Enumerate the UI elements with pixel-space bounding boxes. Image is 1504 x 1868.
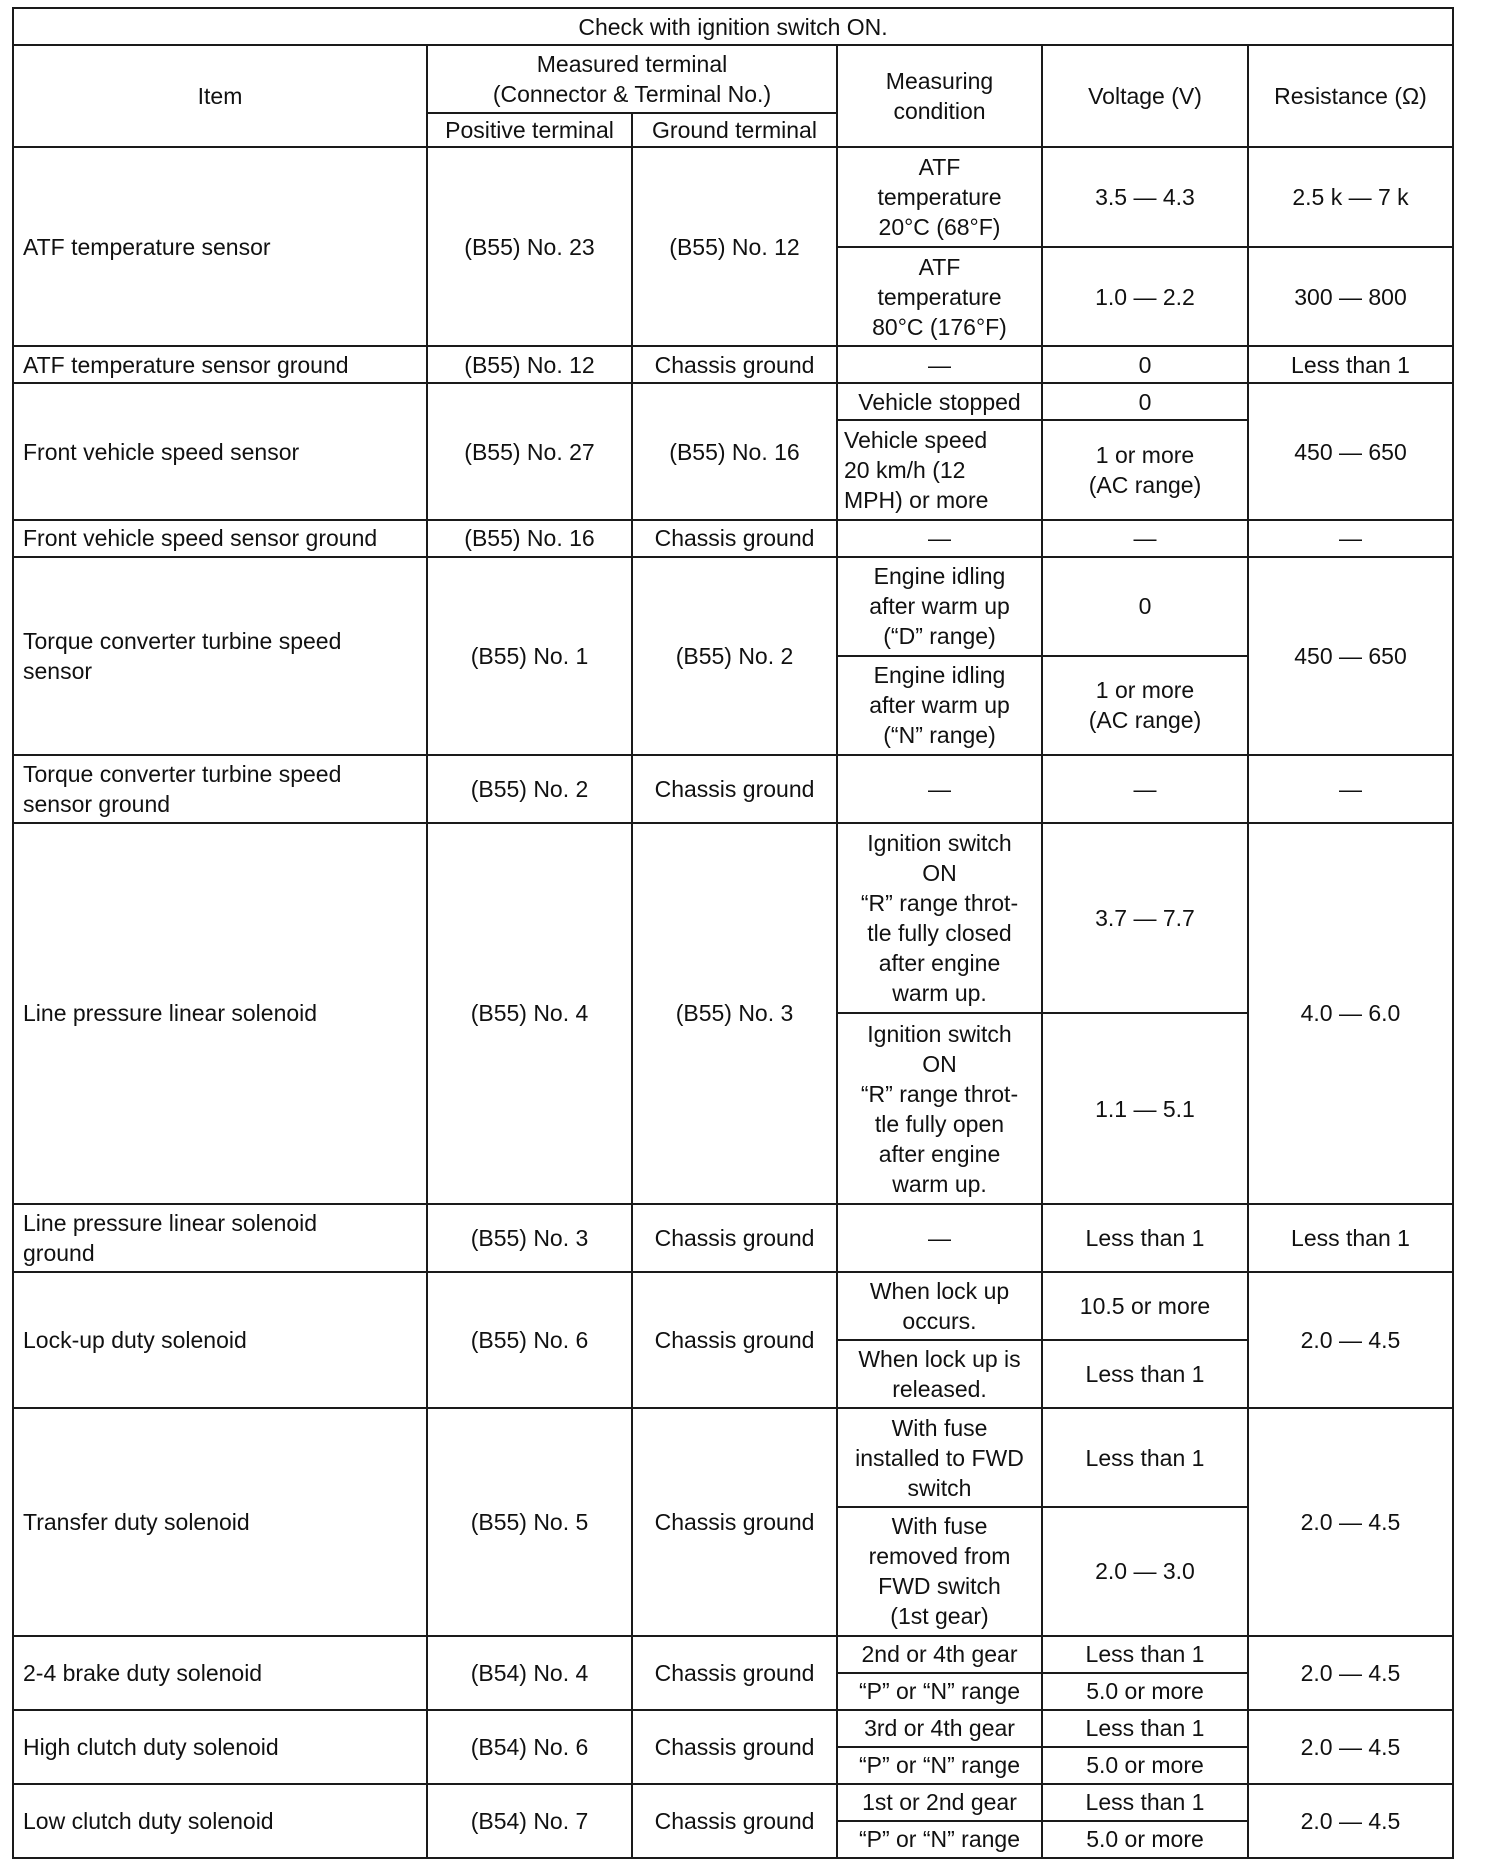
header-measured-terminal xyxy=(427,45,837,113)
voltage-cell xyxy=(1042,1507,1248,1635)
voltage-cell xyxy=(1042,1340,1248,1408)
voltage-line: 1 or more xyxy=(1095,442,1195,469)
resistance-cell: 2.0 — 4.5 xyxy=(1248,1784,1453,1858)
condition-line: temperature xyxy=(877,283,1002,310)
condition-cell xyxy=(837,1013,1042,1203)
resistance-cell: Less than 1 xyxy=(1248,1204,1453,1272)
positive-terminal-cell: (B55) No. 27 xyxy=(427,383,632,519)
condition-cell xyxy=(837,1636,1042,1673)
header-measured-terminal-line: Measured terminal xyxy=(536,51,728,77)
condition-line: “R” range throt- xyxy=(860,1080,1019,1107)
header-ground-terminal: Ground terminal xyxy=(632,113,837,147)
positive-terminal-cell: (B55) No. 5 xyxy=(427,1408,632,1635)
voltage-line: 5.0 or more xyxy=(1086,1826,1204,1853)
ground-terminal-cell: (B55) No. 3 xyxy=(632,823,837,1204)
positive-terminal-cell: (B55) No. 6 xyxy=(427,1272,632,1408)
condition-line: ON xyxy=(922,1050,957,1077)
condition-line: FWD switch xyxy=(878,1573,1001,1600)
item-cell xyxy=(13,1204,427,1272)
voltage-line: (AC range) xyxy=(1088,472,1202,499)
condition-cell xyxy=(837,383,1042,420)
condition-line: “P” or “N” range xyxy=(858,1826,1021,1853)
voltage-line: (AC range) xyxy=(1088,707,1202,734)
resistance-cell: 300 — 800 xyxy=(1248,247,1453,346)
condition-line: Engine idling xyxy=(873,662,1006,689)
condition-line: 20°C (68°F) xyxy=(878,214,1001,241)
condition-line: When lock up is xyxy=(858,1346,1021,1373)
voltage-line: Less than 1 xyxy=(1085,1361,1205,1388)
condition-line: warm up. xyxy=(892,980,987,1007)
positive-terminal-cell: (B55) No. 3 xyxy=(427,1204,632,1272)
header-item: Item xyxy=(13,45,427,147)
header-positive-terminal: Positive terminal xyxy=(427,113,632,147)
condition-line: (“D” range) xyxy=(883,623,996,650)
item-label: Torque converter turbine speed xyxy=(23,627,342,654)
ground-terminal-cell: Chassis ground xyxy=(632,1204,837,1272)
condition-line: — xyxy=(928,351,951,378)
positive-terminal-cell: (B54) No. 7 xyxy=(427,1784,632,1858)
resistance-cell: — xyxy=(1248,520,1453,557)
condition-line: temperature xyxy=(877,184,1002,211)
ground-terminal-cell: (B55) No. 12 xyxy=(632,147,837,346)
item-cell xyxy=(13,755,427,823)
ground-terminal-cell: Chassis ground xyxy=(632,1710,837,1784)
item-label: Line pressure linear solenoid xyxy=(23,1209,318,1236)
header-measuring-condition-line: condition xyxy=(893,98,986,124)
condition-cell xyxy=(837,420,1042,519)
condition-line: 2nd or 4th gear xyxy=(861,1641,1018,1668)
item-cell xyxy=(13,1784,427,1858)
condition-cell xyxy=(837,346,1042,383)
condition-line: occurs. xyxy=(902,1307,977,1334)
condition-line: tle fully closed xyxy=(867,920,1012,947)
condition-cell xyxy=(837,1408,1042,1507)
resistance-cell: 2.5 k — 7 k xyxy=(1248,147,1453,247)
voltage-cell xyxy=(1042,1204,1248,1272)
positive-terminal-cell: (B55) No. 2 xyxy=(427,755,632,823)
item-cell xyxy=(13,557,427,755)
ground-terminal-cell: Chassis ground xyxy=(632,1784,837,1858)
voltage-line: 1.1 — 5.1 xyxy=(1095,1095,1195,1122)
condition-cell xyxy=(837,1507,1042,1635)
item-label: sensor xyxy=(23,657,93,684)
item-label: ATF temperature sensor ground xyxy=(23,351,349,378)
condition-cell xyxy=(837,755,1042,823)
header-voltage: Voltage (V) xyxy=(1042,45,1248,147)
positive-terminal-cell: (B54) No. 4 xyxy=(427,1636,632,1710)
condition-cell xyxy=(837,247,1042,346)
resistance-cell: — xyxy=(1248,755,1453,823)
header-measured-terminal-line: (Connector & Terminal No.) xyxy=(492,81,772,107)
ground-terminal-cell: Chassis ground xyxy=(632,520,837,557)
condition-cell xyxy=(837,1747,1042,1784)
condition-line: Vehicle stopped xyxy=(858,388,1021,415)
condition-line: When lock up xyxy=(869,1277,1010,1304)
voltage-cell xyxy=(1042,1408,1248,1507)
resistance-cell: 450 — 650 xyxy=(1248,557,1453,755)
condition-line: 80°C (176°F) xyxy=(872,313,1007,340)
voltage-line: 5.0 or more xyxy=(1086,1752,1204,1779)
voltage-line: — xyxy=(1133,525,1157,552)
condition-line: after warm up xyxy=(869,593,1010,620)
condition-line: 1st or 2nd gear xyxy=(862,1789,1017,1816)
condition-cell xyxy=(837,1784,1042,1821)
voltage-cell xyxy=(1042,1272,1248,1340)
ground-terminal-cell: Chassis ground xyxy=(632,1408,837,1635)
condition-line: “P” or “N” range xyxy=(858,1678,1021,1705)
positive-terminal-cell: (B55) No. 4 xyxy=(427,823,632,1204)
voltage-cell xyxy=(1042,420,1248,519)
voltage-cell xyxy=(1042,1784,1248,1821)
condition-line: removed from xyxy=(868,1543,1011,1570)
voltage-line: 0 xyxy=(1138,351,1152,378)
voltage-line: Less than 1 xyxy=(1085,1224,1205,1251)
condition-cell xyxy=(837,557,1042,656)
voltage-line: 0 xyxy=(1138,593,1152,620)
condition-line: “R” range throt- xyxy=(860,890,1019,917)
condition-line: after warm up xyxy=(869,692,1010,719)
voltage-cell xyxy=(1042,520,1248,557)
condition-line: 3rd or 4th gear xyxy=(864,1715,1015,1742)
item-cell xyxy=(13,1408,427,1635)
voltage-line: Less than 1 xyxy=(1085,1789,1205,1816)
condition-line: MPH) or more xyxy=(844,487,989,514)
voltage-line: Less than 1 xyxy=(1085,1715,1205,1742)
item-label: Lock-up duty solenoid xyxy=(23,1327,247,1354)
voltage-line: 3.5 — 4.3 xyxy=(1095,184,1195,211)
condition-line: — xyxy=(928,776,951,803)
condition-cell xyxy=(837,1710,1042,1747)
resistance-cell: 2.0 — 4.5 xyxy=(1248,1408,1453,1635)
condition-line: Engine idling xyxy=(873,563,1006,590)
voltage-line: 10.5 or more xyxy=(1079,1292,1211,1319)
condition-line: Vehicle speed xyxy=(844,427,988,454)
ground-terminal-cell: Chassis ground xyxy=(632,1636,837,1710)
item-label: High clutch duty solenoid xyxy=(23,1733,279,1760)
table-caption: Check with ignition switch ON. xyxy=(13,8,1453,45)
ground-terminal-cell: Chassis ground xyxy=(632,755,837,823)
voltage-cell xyxy=(1042,557,1248,656)
condition-line: ATF xyxy=(918,253,961,280)
voltage-cell xyxy=(1042,383,1248,420)
resistance-cell: 4.0 — 6.0 xyxy=(1248,823,1453,1204)
condition-line: — xyxy=(928,525,951,552)
inspection-spec-table xyxy=(12,7,1454,1859)
positive-terminal-cell: (B55) No. 1 xyxy=(427,557,632,755)
voltage-cell xyxy=(1042,147,1248,247)
voltage-line: 2.0 — 3.0 xyxy=(1095,1558,1195,1585)
positive-terminal-cell: (B55) No. 23 xyxy=(427,147,632,346)
item-cell xyxy=(13,383,427,519)
item-cell xyxy=(13,1272,427,1408)
voltage-cell xyxy=(1042,247,1248,346)
item-cell xyxy=(13,147,427,346)
condition-line: after engine xyxy=(878,1140,1001,1167)
condition-line: (“N” range) xyxy=(883,722,996,749)
voltage-line: 1 or more xyxy=(1095,677,1195,704)
voltage-cell xyxy=(1042,656,1248,755)
item-label: 2-4 brake duty solenoid xyxy=(23,1659,263,1686)
condition-cell xyxy=(837,520,1042,557)
condition-cell xyxy=(837,656,1042,755)
condition-line: With fuse xyxy=(891,1414,988,1441)
condition-cell xyxy=(837,147,1042,247)
condition-cell xyxy=(837,823,1042,1013)
condition-line: 20 km/h (12 xyxy=(844,457,966,484)
item-cell xyxy=(13,1710,427,1784)
voltage-cell xyxy=(1042,1673,1248,1710)
condition-line: released. xyxy=(892,1376,987,1403)
header-resistance: Resistance (Ω) xyxy=(1248,45,1453,147)
voltage-cell xyxy=(1042,346,1248,383)
positive-terminal-cell: (B54) No. 6 xyxy=(427,1710,632,1784)
voltage-line: 0 xyxy=(1138,388,1152,415)
item-label: ATF temperature sensor xyxy=(23,233,271,260)
item-cell xyxy=(13,520,427,557)
voltage-cell xyxy=(1042,1636,1248,1673)
resistance-cell: 2.0 — 4.5 xyxy=(1248,1636,1453,1710)
resistance-cell: 450 — 650 xyxy=(1248,383,1453,519)
item-cell xyxy=(13,1636,427,1710)
voltage-cell xyxy=(1042,823,1248,1013)
item-label: sensor ground xyxy=(23,791,171,818)
item-label: Transfer duty solenoid xyxy=(23,1508,250,1535)
condition-line: warm up. xyxy=(892,1170,987,1197)
voltage-cell xyxy=(1042,1821,1248,1858)
voltage-cell xyxy=(1042,1747,1248,1784)
voltage-line: Less than 1 xyxy=(1085,1444,1205,1471)
voltage-cell xyxy=(1042,1710,1248,1747)
item-label: ground xyxy=(23,1239,95,1266)
item-cell xyxy=(13,823,427,1204)
condition-cell xyxy=(837,1340,1042,1408)
condition-line: tle fully open xyxy=(874,1110,1005,1137)
item-label: Low clutch duty solenoid xyxy=(23,1807,274,1834)
item-label: Torque converter turbine speed xyxy=(23,761,342,788)
condition-line: after engine xyxy=(878,950,1001,977)
ground-terminal-cell: Chassis ground xyxy=(632,1272,837,1408)
condition-line: “P” or “N” range xyxy=(858,1752,1021,1779)
item-label: Line pressure linear solenoid xyxy=(23,1000,318,1027)
item-label: Front vehicle speed sensor ground xyxy=(23,525,378,552)
condition-line: switch xyxy=(907,1474,972,1501)
item-label: Front vehicle speed sensor xyxy=(23,438,300,465)
condition-line: installed to FWD xyxy=(855,1444,1024,1471)
positive-terminal-cell: (B55) No. 16 xyxy=(427,520,632,557)
voltage-line: 5.0 or more xyxy=(1086,1678,1204,1705)
condition-cell xyxy=(837,1673,1042,1710)
resistance-cell: Less than 1 xyxy=(1248,346,1453,383)
ground-terminal-cell: Chassis ground xyxy=(632,346,837,383)
condition-line: ATF xyxy=(918,154,961,181)
ground-terminal-cell: (B55) No. 2 xyxy=(632,557,837,755)
condition-cell xyxy=(837,1204,1042,1272)
resistance-cell: 2.0 — 4.5 xyxy=(1248,1710,1453,1784)
resistance-cell: 2.0 — 4.5 xyxy=(1248,1272,1453,1408)
header-measuring-condition xyxy=(837,45,1042,147)
condition-line: ON xyxy=(922,860,957,887)
condition-line: — xyxy=(928,1224,951,1251)
positive-terminal-cell: (B55) No. 12 xyxy=(427,346,632,383)
condition-line: Ignition switch xyxy=(867,1020,1012,1047)
ground-terminal-cell: (B55) No. 16 xyxy=(632,383,837,519)
condition-cell xyxy=(837,1272,1042,1340)
condition-line: Ignition switch xyxy=(867,830,1012,857)
voltage-line: Less than 1 xyxy=(1085,1641,1205,1668)
voltage-line: 3.7 — 7.7 xyxy=(1095,905,1195,932)
voltage-line: 1.0 — 2.2 xyxy=(1095,283,1195,310)
item-cell xyxy=(13,346,427,383)
condition-cell xyxy=(837,1821,1042,1858)
condition-line: (1st gear) xyxy=(890,1603,989,1630)
voltage-cell xyxy=(1042,755,1248,823)
header-measuring-condition-line: Measuring xyxy=(885,68,994,94)
voltage-cell xyxy=(1042,1013,1248,1203)
condition-line: With fuse xyxy=(891,1513,988,1540)
voltage-line: — xyxy=(1133,776,1157,803)
